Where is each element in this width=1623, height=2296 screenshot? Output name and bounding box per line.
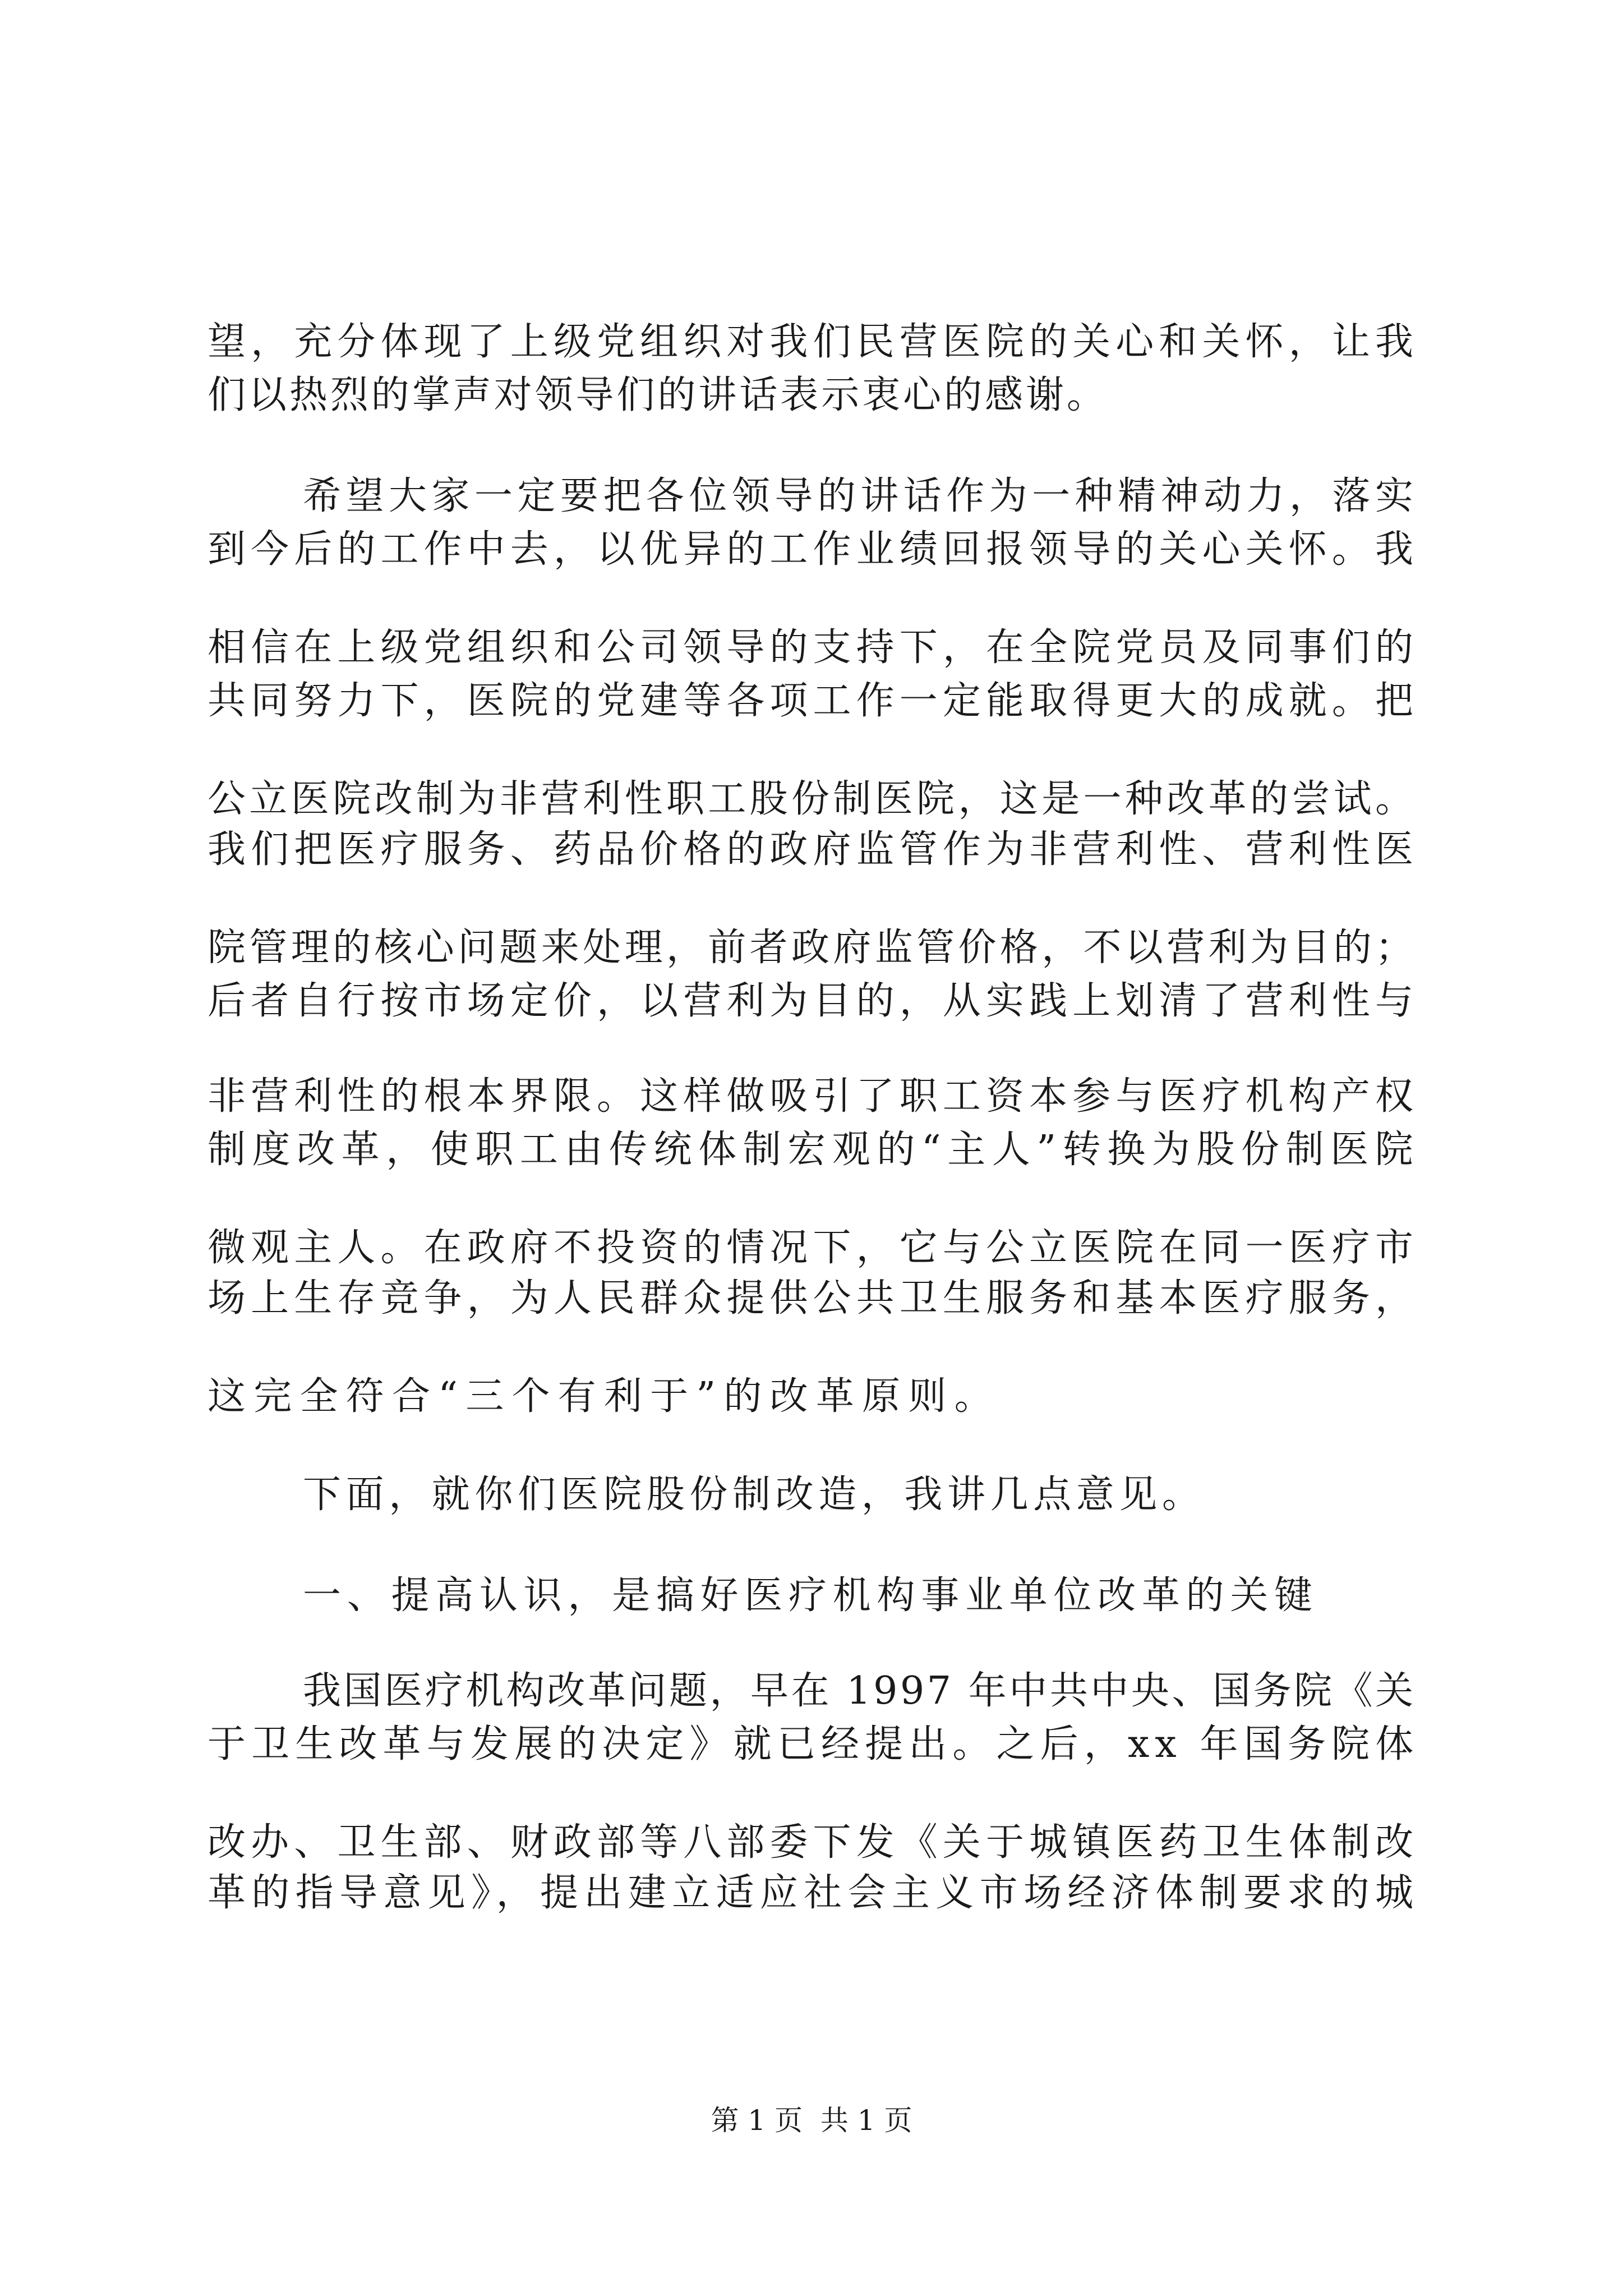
paragraph-line: 于卫生改革与发展的决定》就已经提出。之后，xx 年国务院体 bbox=[208, 1722, 1419, 1766]
paragraph-line: 改办、卫生部、财政部等八部委下发《关于城镇医药卫生体制改 bbox=[208, 1820, 1419, 1865]
paragraph-line: 望，充分体现了上级党组织对我们民营医院的关心和关怀，让我 bbox=[208, 320, 1419, 364]
paragraph-line: 这完全符合“三个有利于”的改革原则。 bbox=[208, 1374, 1000, 1419]
paragraph-line: 一、提高认识，是搞好医疗机构事业单位改革的关键 bbox=[303, 1573, 1318, 1618]
paragraph-line: 制度改革，使职工由传统体制宏观的“主人”转换为股份制医院 bbox=[208, 1128, 1420, 1172]
paragraph-line: 微观主人。在政府不投资的情况下，它与公立医院在同一医疗市 bbox=[208, 1226, 1419, 1270]
paragraph-line: 们以热烈的掌声对领导们的讲话表示衷心的感谢。 bbox=[208, 373, 1108, 417]
paragraph-line: 公立医院改制为非营利性职工股份制医院，这是一种改革的尝试。 bbox=[208, 777, 1417, 821]
paragraph-line: 场上生存竞争，为人民群众提供公共卫生服务和基本医疗服务， bbox=[208, 1276, 1419, 1320]
paragraph-line: 我国医疗机构改革问题，早在 1997 年中共中央、国务院《关 bbox=[303, 1669, 1416, 1713]
paragraph-line: 下面，就你们医院股份制改造，我讲几点意见。 bbox=[303, 1473, 1205, 1517]
paragraph-line: 相信在上级党组织和公司领导的支持下，在全院党员及同事们的 bbox=[208, 625, 1419, 670]
paragraph-line: 共同努力下，医院的党建等各项工作一定能取得更大的成就。把 bbox=[208, 679, 1419, 723]
page-footer: 第 1 页 共 1 页 bbox=[711, 2104, 912, 2137]
paragraph-line: 后者自行按市场定价，以营利为目的，从实践上划清了营利性与 bbox=[208, 979, 1419, 1023]
paragraph-line: 院管理的核心问题来处理，前者政府监管价格，不以营利为目的； bbox=[208, 926, 1417, 970]
paragraph-line: 到今后的工作中去，以优异的工作业绩回报领导的关心关怀。我 bbox=[208, 527, 1419, 572]
paragraph-line: 希望大家一定要把各位领导的讲话作为一种精神动力，落实 bbox=[303, 474, 1418, 518]
paragraph-line: 革的指导意见》，提出建立适应社会主义市场经济体制要求的城 bbox=[208, 1871, 1419, 1915]
paragraph-line: 非营利性的根本界限。这样做吸引了职工资本参与医疗机构产权 bbox=[208, 1074, 1419, 1119]
paragraph-line: 我们把医疗服务、药品价格的政府监管作为非营利性、营利性医 bbox=[208, 827, 1419, 872]
